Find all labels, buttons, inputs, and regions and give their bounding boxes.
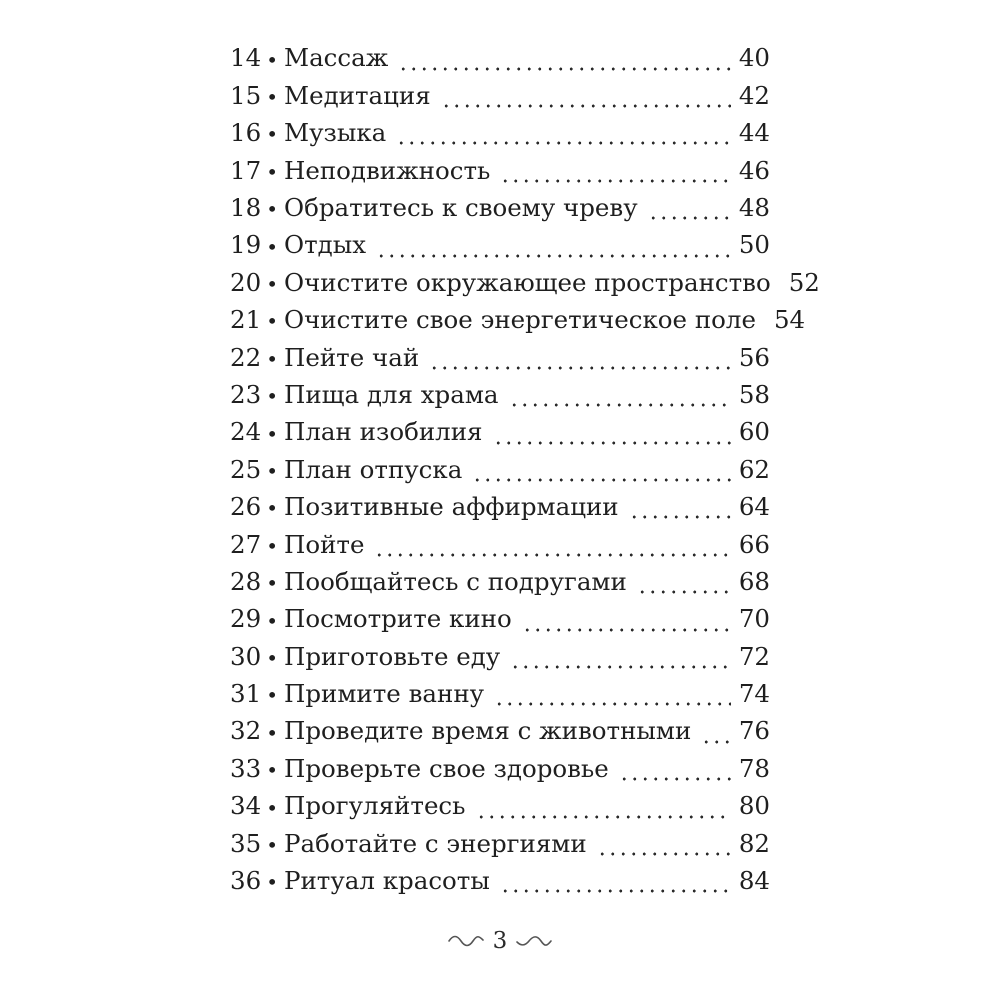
entry-number: 26: [230, 492, 262, 522]
entry-title: Проведите время с животными: [283, 716, 692, 746]
entry-number: 34: [230, 791, 262, 821]
toc-entry: [230, 115, 770, 152]
bullet-icon: •: [266, 234, 278, 259]
toc-entry: [230, 489, 770, 526]
bullet-icon: •: [266, 421, 278, 446]
toc-entry: [230, 40, 770, 77]
entry-page-number: 76: [738, 716, 770, 746]
toc-entry: [230, 190, 770, 227]
entry-page-number: 60: [738, 417, 770, 447]
left-swash-ornament-icon: [447, 934, 485, 948]
entry-title: Посмотрите кино: [283, 604, 512, 634]
entry-number: 31: [230, 679, 262, 709]
page-footer: [0, 928, 1000, 954]
entry-title: Неподвижность: [283, 155, 491, 185]
bullet-icon: •: [266, 496, 278, 521]
entry-number: 36: [230, 866, 262, 896]
entry-page-number: 46: [738, 155, 770, 185]
entry-page-number: 62: [738, 454, 770, 484]
entry-page-number: 64: [738, 492, 770, 522]
bullet-icon: •: [266, 122, 278, 147]
entry-page-number: 80: [738, 791, 770, 821]
dot-leader: [637, 589, 731, 595]
bullet-icon: •: [266, 197, 278, 222]
entry-page-number: 56: [738, 342, 770, 372]
dot-leader: [500, 888, 731, 894]
entry-page-number: 48: [738, 193, 770, 222]
entry-title: Ритуал красоты: [283, 866, 490, 896]
bullet-icon: •: [266, 346, 278, 371]
toc-entry: [230, 264, 820, 301]
entry-page-number: 50: [738, 230, 770, 260]
bullet-icon: •: [266, 533, 278, 558]
entry-number: 32: [230, 716, 262, 746]
entry-title: Медитация: [283, 80, 431, 110]
dot-leader: [629, 514, 731, 520]
bullet-icon: •: [266, 645, 278, 670]
entry-number: 23: [230, 379, 262, 409]
entry-title: Пища для храма: [283, 379, 499, 409]
bullet-icon: •: [266, 384, 278, 409]
toc-entry: [230, 302, 806, 339]
toc-entry: [230, 601, 770, 638]
dot-leader: [597, 851, 731, 857]
dot-leader: [509, 402, 731, 408]
entry-number: 22: [230, 342, 262, 372]
entry-page-number: 68: [738, 566, 770, 596]
bullet-icon: •: [266, 720, 278, 745]
entry-page-number: 72: [738, 641, 770, 671]
entry-title: Работайте с энергиями: [283, 828, 587, 858]
entry-number: 30: [230, 641, 262, 671]
entry-page-number: 54: [773, 305, 806, 335]
entry-title: Пообщайтесь с подругами: [283, 566, 627, 596]
entry-number: 19: [230, 230, 262, 260]
dot-leader: [396, 140, 731, 146]
entry-title: Отдых: [283, 230, 367, 260]
toc-entry: [230, 863, 770, 900]
entry-number: 14: [230, 43, 262, 73]
entry-title: Позитивные аффирмации: [283, 492, 619, 522]
entry-title: Музыка: [283, 118, 387, 148]
toc-entry: [230, 451, 770, 488]
page-number: 3: [492, 928, 508, 954]
entry-number: 18: [230, 193, 262, 222]
entry-number: 17: [230, 155, 262, 185]
toc-entry: [230, 377, 770, 414]
dot-leader: [494, 701, 731, 707]
dot-leader: [648, 215, 731, 221]
bullet-icon: •: [266, 159, 278, 184]
entry-number: 28: [230, 566, 262, 596]
dot-leader: [374, 552, 730, 558]
entry-number: 20: [230, 267, 262, 297]
entry-page-number: 84: [738, 866, 770, 896]
dot-leader: [493, 440, 731, 446]
entry-title: Приготовьте еду: [283, 641, 501, 671]
table-of-contents: [230, 40, 820, 900]
toc-entry: [230, 526, 770, 563]
bullet-icon: •: [266, 758, 278, 783]
entry-page-number: 70: [738, 604, 770, 634]
entry-title: План изобилия: [283, 417, 483, 447]
toc-entry: [230, 676, 770, 713]
entry-title: Обратитесь к своему чреву: [283, 193, 638, 222]
entry-number: 16: [230, 118, 262, 148]
entry-title: Массаж: [283, 43, 389, 73]
dot-leader: [500, 178, 730, 184]
entry-title: Очистите свое энергетическое поле: [283, 305, 756, 335]
entry-page-number: 74: [738, 679, 770, 709]
entry-number: 33: [230, 753, 262, 783]
bullet-icon: •: [266, 458, 278, 483]
bullet-icon: •: [266, 272, 278, 297]
entry-page-number: 58: [738, 379, 770, 409]
bullet-icon: •: [266, 683, 278, 708]
entry-title: Прогуляйтесь: [283, 791, 466, 821]
entry-page-number: 42: [738, 80, 770, 110]
entry-number: 25: [230, 454, 262, 484]
bullet-icon: •: [266, 832, 278, 857]
dot-leader: [701, 739, 731, 745]
dot-leader: [441, 103, 731, 109]
bullet-icon: •: [266, 309, 278, 334]
dot-leader: [398, 66, 731, 72]
toc-entry: [230, 788, 770, 825]
entry-page-number: 52: [788, 267, 820, 297]
entry-number: 24: [230, 417, 262, 447]
entry-number: 27: [230, 529, 262, 559]
toc-entry: [230, 563, 770, 600]
entry-page-number: 66: [738, 529, 770, 559]
entry-page-number: 78: [738, 753, 770, 783]
entry-title: Пойте: [283, 529, 365, 559]
entry-title: Проверьте свое здоровье: [283, 753, 609, 783]
dot-leader: [510, 664, 731, 670]
dot-leader: [476, 814, 731, 820]
entry-number: 35: [230, 828, 262, 858]
toc-entry: [230, 750, 770, 787]
toc-entry: [230, 77, 770, 114]
toc-entry: [230, 227, 770, 264]
entry-number: 29: [230, 604, 262, 634]
entry-number: 15: [230, 80, 262, 110]
toc-entry: [230, 339, 770, 376]
entry-page-number: 44: [738, 118, 770, 148]
dot-leader: [619, 776, 731, 782]
toc-entry: [230, 152, 770, 189]
entry-page-number: 82: [738, 828, 770, 858]
dot-leader: [522, 627, 731, 633]
bullet-icon: •: [266, 870, 278, 895]
bullet-icon: •: [266, 47, 278, 72]
bullet-icon: •: [266, 795, 278, 820]
toc-entry: [230, 713, 770, 750]
toc-entry: [230, 825, 770, 862]
entry-title: Очистите окружающее пространство: [283, 267, 771, 297]
toc-entry: [230, 638, 770, 675]
bullet-icon: •: [266, 571, 278, 596]
entry-title: Примите ванну: [283, 679, 485, 709]
dot-leader: [376, 253, 731, 259]
dot-leader: [429, 365, 731, 371]
bullet-icon: •: [266, 608, 278, 633]
entry-title: План отпуска: [283, 454, 463, 484]
toc-entry: [230, 414, 770, 451]
bullet-icon: •: [266, 85, 278, 110]
entry-page-number: 40: [738, 43, 770, 73]
entry-number: 21: [230, 305, 262, 335]
entry-title: Пейте чай: [283, 342, 420, 372]
right-swash-ornament-icon: [515, 934, 553, 948]
dot-leader: [472, 477, 730, 483]
